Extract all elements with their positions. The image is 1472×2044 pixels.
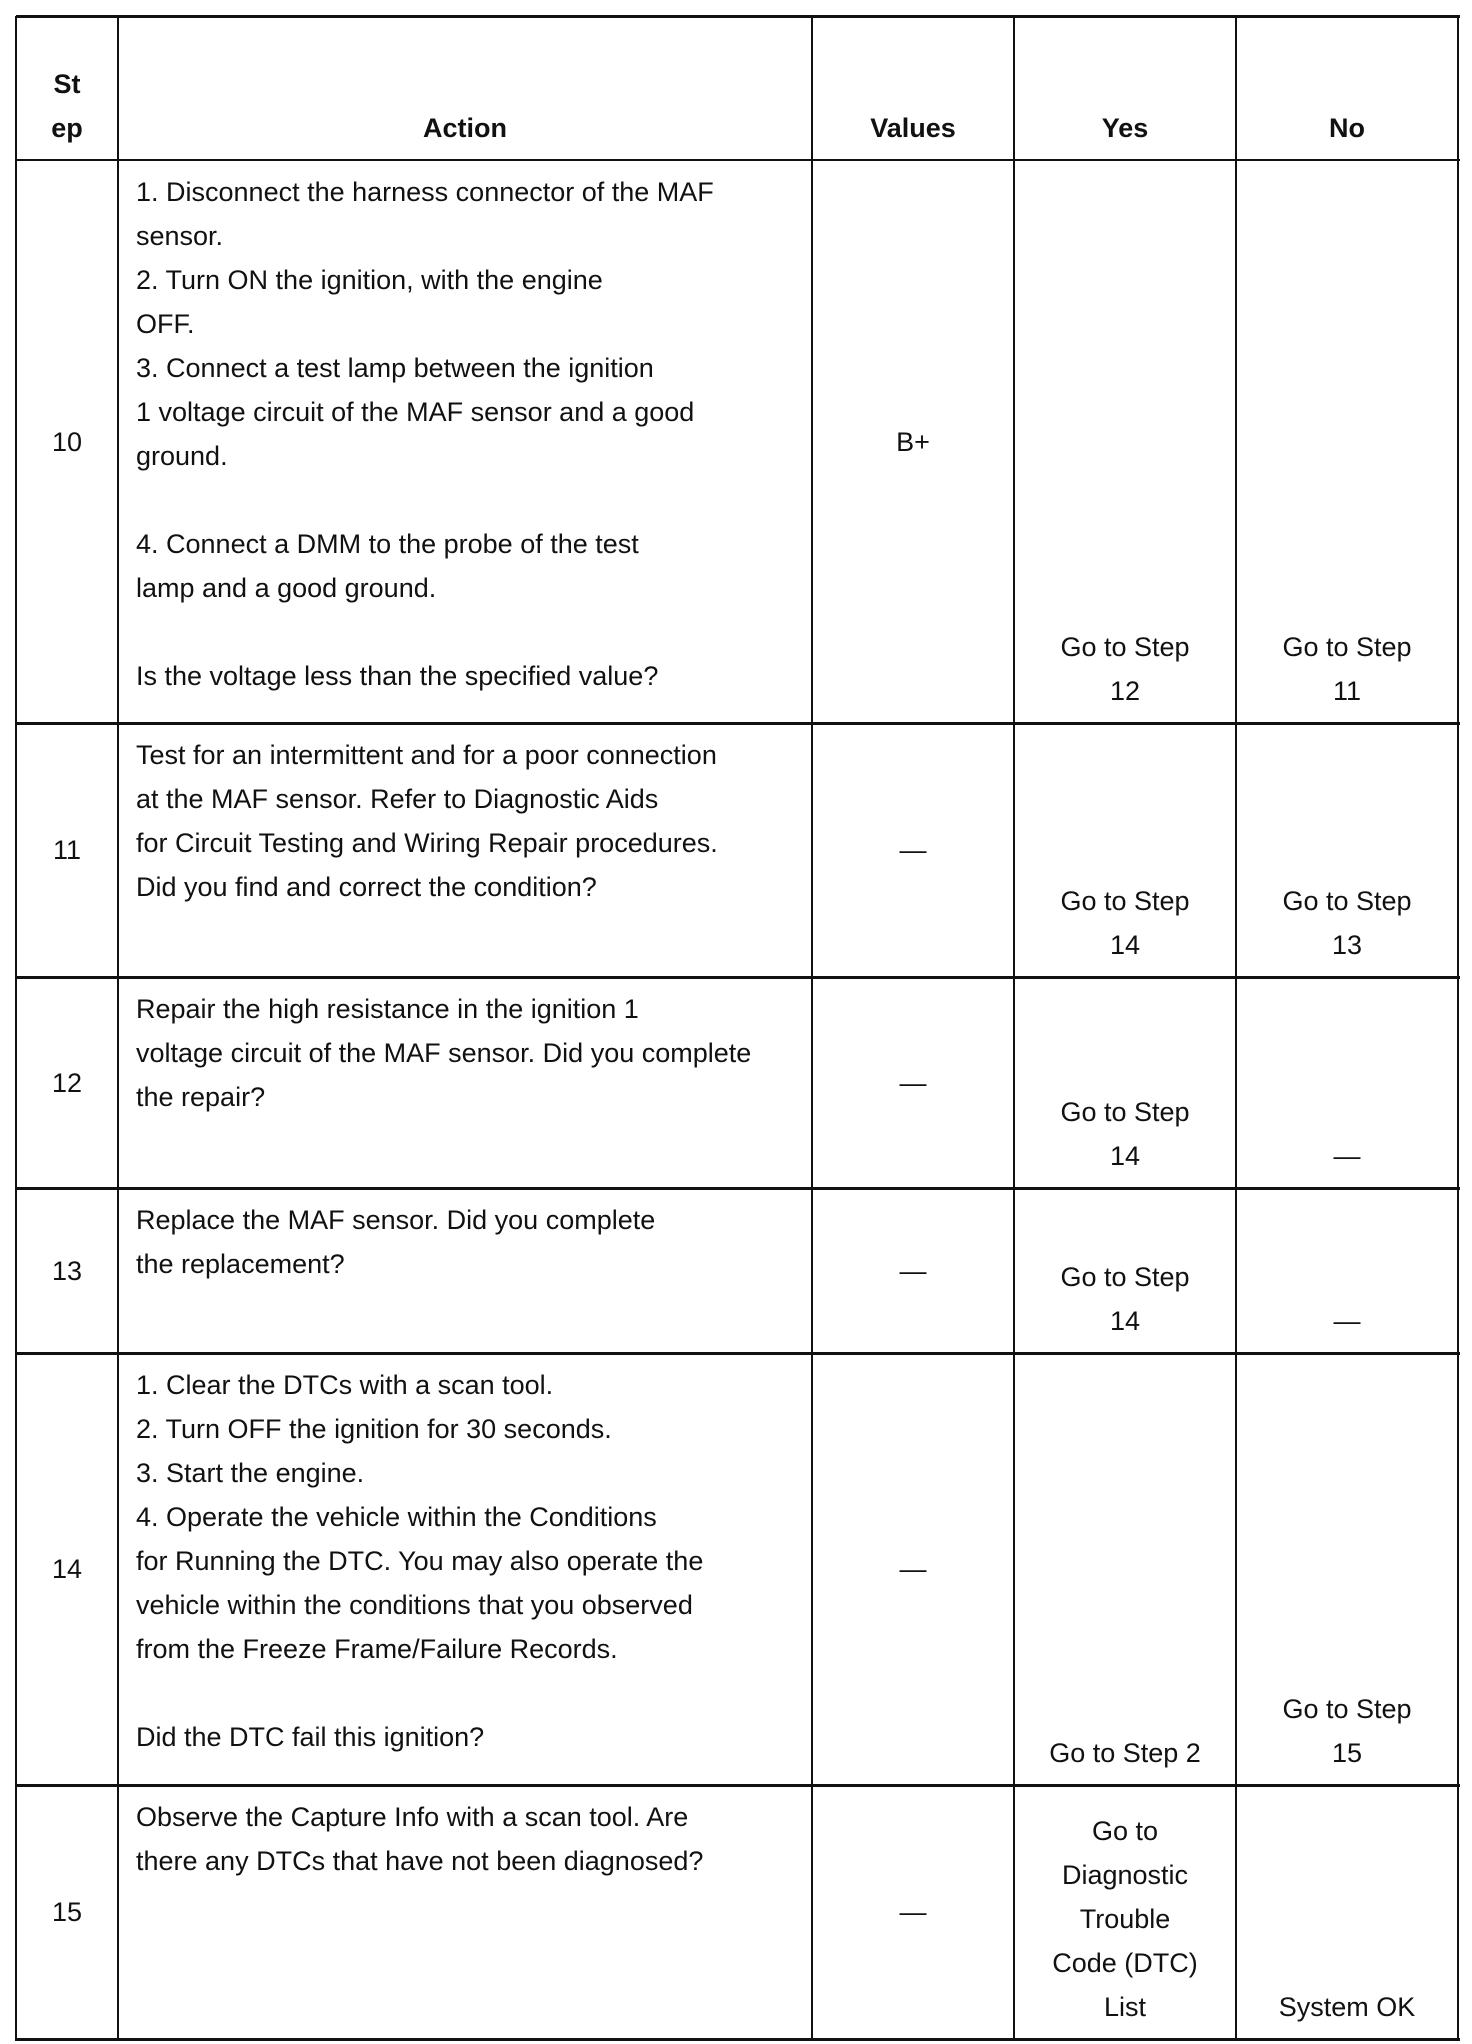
action-line: there any DTCs that have not been diagnosed? — [136, 1846, 704, 1876]
no-text — [1282, 1687, 1411, 1775]
yes-text — [1060, 1255, 1189, 1343]
no-cell — [1236, 723, 1458, 977]
action-line: sensor. — [136, 221, 224, 251]
no-text — [1334, 1134, 1361, 1178]
action-line: 4. Connect a DMM to the probe of the test — [136, 529, 639, 559]
no-line: Go to Step — [1282, 886, 1412, 916]
table-row-border — [16, 1352, 1460, 1355]
values-cell — [812, 160, 1014, 723]
yes-text — [1060, 625, 1189, 713]
table-row-border — [16, 159, 1460, 161]
action-line: Did the DTC fail this ignition? — [136, 1722, 485, 1752]
yes-line: Code (DTC) — [1052, 1948, 1198, 1978]
values-cell — [812, 1785, 1014, 2039]
table-row-border — [16, 2038, 1460, 2041]
no-text — [1282, 625, 1411, 713]
action-line: for Running the DTC. You may also operate the — [136, 1546, 704, 1576]
action-line — [136, 610, 792, 654]
action-cell — [118, 160, 812, 723]
header-action — [118, 16, 812, 160]
no-line: 11 — [1332, 676, 1362, 706]
no-text — [1282, 879, 1411, 967]
step-number-cell — [16, 160, 118, 723]
value-text: — — [899, 1255, 927, 1286]
value-text: B+ — [896, 426, 930, 457]
step-number-cell — [16, 1785, 118, 2039]
table-column-border — [1235, 16, 1237, 2041]
values-cell — [812, 723, 1014, 977]
no-cell — [1236, 1353, 1458, 1785]
yes-cell — [1014, 723, 1236, 977]
header-step-line1: St — [53, 69, 81, 99]
value-text: — — [899, 1554, 927, 1584]
action-line: 1. Disconnect the harness connector of the MAF — [136, 177, 714, 207]
yes-text — [1060, 1090, 1189, 1178]
step-number: 13 — [51, 1255, 83, 1286]
table-column-border — [15, 16, 17, 2041]
header-values — [812, 16, 1014, 160]
header-values-label: Values — [870, 113, 956, 143]
yes-line: Go to Step — [1060, 1097, 1190, 1127]
table-column-border — [1013, 16, 1015, 2041]
yes-cell — [1014, 160, 1236, 723]
action-line — [136, 478, 792, 522]
step-number: 12 — [51, 1067, 83, 1098]
action-line: Observe the Capture Info with a scan tool. Are — [136, 1802, 689, 1832]
no-cell — [1236, 160, 1458, 723]
no-text — [1334, 1299, 1361, 1343]
no-cell — [1236, 1785, 1458, 2039]
header-yes-label: Yes — [1101, 113, 1149, 143]
table-column-border — [1457, 16, 1459, 2041]
values-cell — [812, 977, 1014, 1188]
action-line: ground. — [136, 441, 228, 471]
yes-line: 14 — [1109, 1306, 1141, 1336]
no-line: — — [1333, 1141, 1361, 1171]
header-no — [1236, 16, 1458, 160]
action-line: Replace the MAF sensor. Did you complete — [136, 1205, 656, 1235]
step-number-cell — [16, 1188, 118, 1353]
action-line: OFF. — [136, 309, 195, 339]
action-line: 1 voltage circuit of the MAF sensor and a good — [136, 397, 695, 427]
action-line: for Circuit Testing and Wiring Repair procedures. — [136, 828, 718, 858]
no-line: 15 — [1331, 1738, 1363, 1768]
action-line: from the Freeze Frame/Failure Records. — [136, 1634, 618, 1664]
yes-line: Trouble — [1079, 1904, 1171, 1934]
table-column-border — [811, 16, 813, 2041]
table-row-border — [16, 15, 1460, 18]
action-line: Repair the high resistance in the ignition 1 — [136, 994, 639, 1024]
no-line: Go to Step — [1282, 1694, 1412, 1724]
action-line: 1. Clear the DTCs with a scan tool. — [136, 1370, 554, 1400]
step-number: 14 — [51, 1554, 83, 1584]
table-row-border — [16, 722, 1460, 725]
no-line: Go to Step — [1282, 632, 1412, 662]
no-line: — — [1333, 1306, 1361, 1336]
no-cell — [1236, 977, 1458, 1188]
action-cell — [118, 1353, 812, 1785]
step-number: 11 — [52, 835, 82, 865]
action-line: 3. Start the engine. — [136, 1458, 365, 1488]
action-line: at the MAF sensor. Refer to Diagnostic Aids — [136, 784, 659, 814]
action-line: 4. Operate the vehicle within the Conditions — [136, 1502, 657, 1532]
yes-line: List — [1103, 1992, 1147, 2022]
action-cell — [118, 1188, 812, 1353]
step-number-cell — [16, 1353, 118, 1785]
no-line: System OK — [1278, 1992, 1416, 2022]
header-yes — [1014, 16, 1236, 160]
yes-line: 14 — [1109, 930, 1141, 960]
action-cell — [118, 723, 812, 977]
action-line: Test for an intermittent and for a poor connection — [136, 740, 717, 770]
yes-text — [1060, 879, 1189, 967]
action-line: the repair? — [136, 1082, 266, 1112]
action-line: vehicle within the conditions that you observed — [136, 1590, 693, 1620]
value-text: — — [899, 1067, 927, 1098]
step-number: 10 — [51, 426, 83, 457]
yes-line: Go to Step — [1060, 886, 1190, 916]
header-step — [16, 16, 118, 160]
header-no-label: No — [1329, 113, 1365, 143]
no-text — [1279, 1985, 1416, 2029]
action-line: 3. Connect a test lamp between the ignition — [136, 353, 654, 383]
action-line: 2. Turn OFF the ignition for 30 seconds. — [136, 1414, 612, 1444]
action-cell — [118, 1785, 812, 2039]
yes-line: Diagnostic — [1061, 1860, 1189, 1890]
table-row-border — [16, 976, 1460, 979]
yes-line: Go to Step — [1060, 632, 1190, 662]
step-number: 15 — [51, 1897, 83, 1927]
action-line: lamp and a good ground. — [136, 573, 437, 603]
value-text: — — [899, 835, 927, 865]
yes-line: 14 — [1109, 1141, 1141, 1171]
step-number-cell — [16, 977, 118, 1188]
header-action-label: Action — [423, 113, 507, 143]
no-line: 13 — [1331, 930, 1363, 960]
table-row-border — [16, 1784, 1460, 1787]
table-row-border — [16, 1187, 1460, 1190]
yes-line: Go to — [1091, 1816, 1159, 1846]
yes-line: 12 — [1109, 676, 1141, 706]
values-cell — [812, 1188, 1014, 1353]
action-line: Is the voltage less than the specified value? — [136, 661, 659, 691]
action-line: the replacement? — [136, 1249, 345, 1279]
yes-cell — [1014, 1785, 1236, 2039]
action-cell — [118, 977, 812, 1188]
yes-line: Go to Step 2 — [1049, 1738, 1201, 1768]
yes-cell — [1014, 1188, 1236, 1353]
action-line: voltage circuit of the MAF sensor. Did you complete — [136, 1038, 752, 1068]
no-cell — [1236, 1188, 1458, 1353]
header-step-line2: ep — [51, 113, 83, 143]
action-line — [136, 1671, 792, 1715]
table-column-border — [117, 16, 119, 2041]
values-cell — [812, 1353, 1014, 1785]
action-line: Did you find and correct the condition? — [136, 872, 597, 902]
yes-line: Go to Step — [1060, 1262, 1190, 1292]
step-number-cell — [16, 723, 118, 977]
yes-cell — [1014, 1353, 1236, 1785]
action-line: 2. Turn ON the ignition, with the engine — [136, 265, 603, 295]
yes-text — [1052, 1809, 1198, 2029]
yes-cell — [1014, 977, 1236, 1188]
yes-text — [1049, 1731, 1201, 1775]
value-text: — — [899, 1897, 927, 1927]
